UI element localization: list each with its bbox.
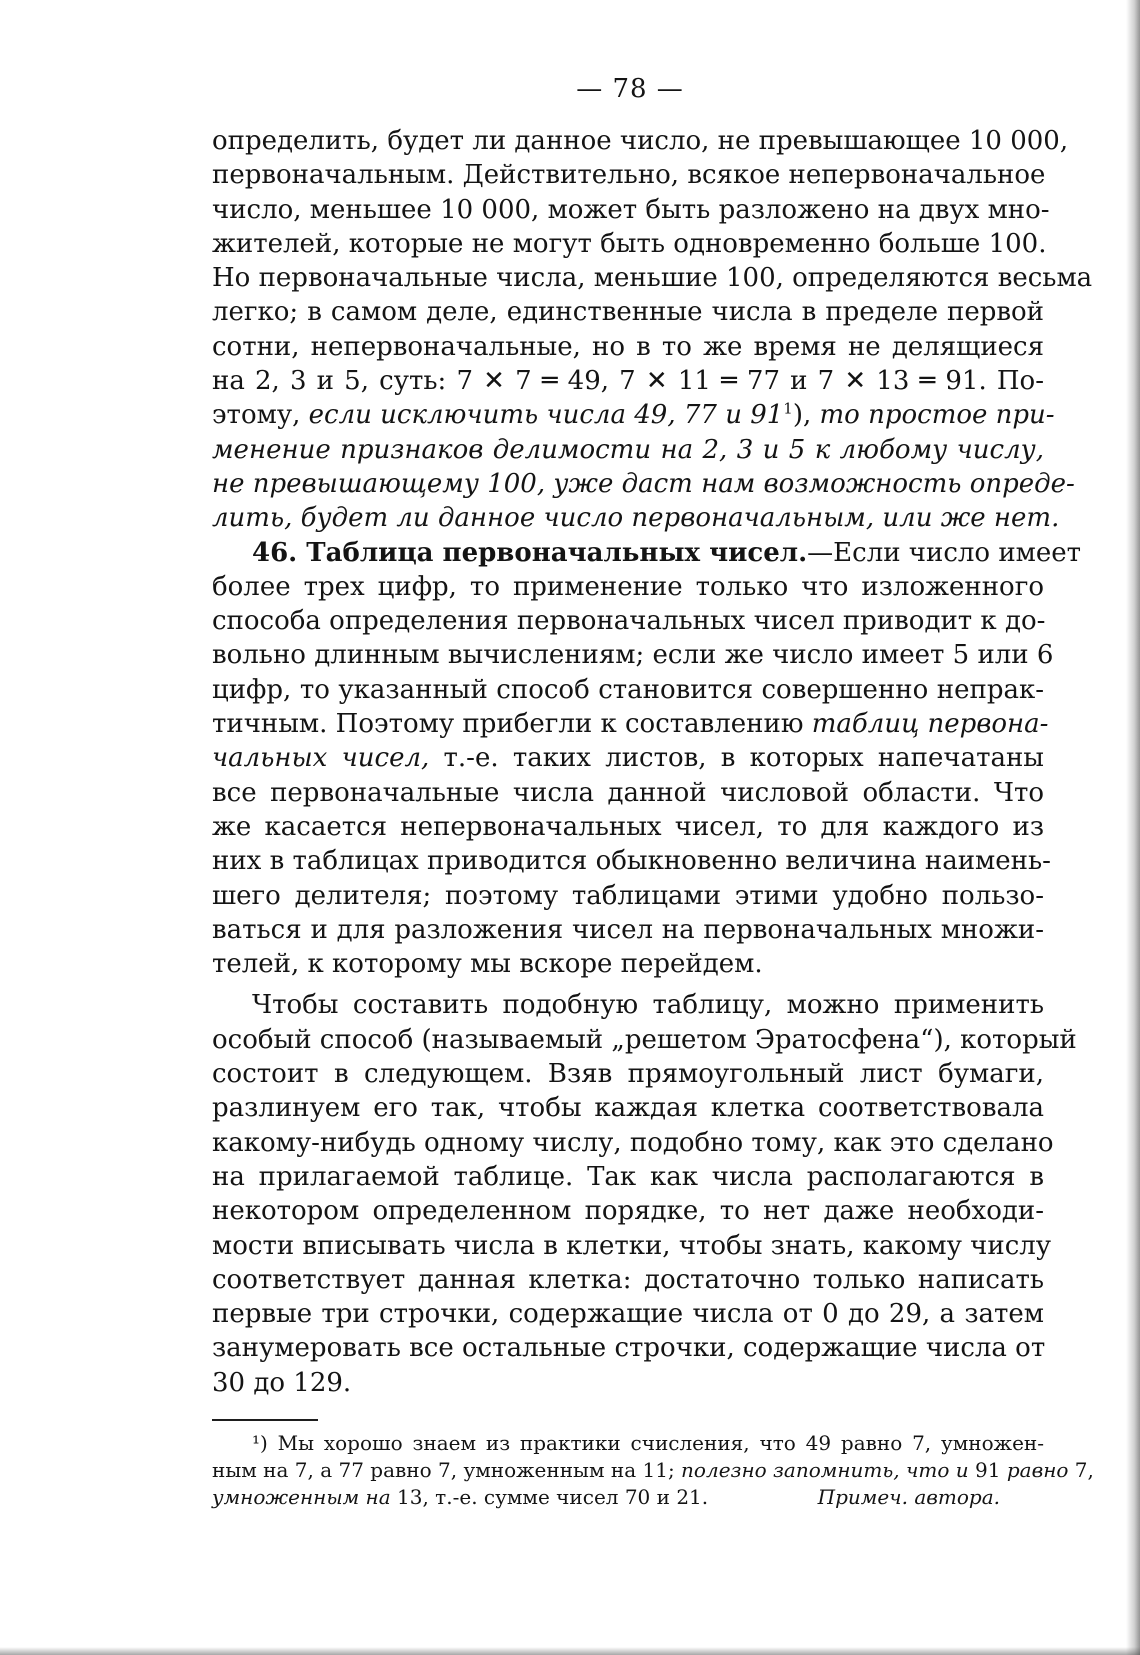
section-heading: 46. Таблица первоначальных чисел. — [252, 537, 808, 568]
text-line: сотни, непервоначальные, но в то же время не делящиеся — [212, 331, 1044, 362]
text-line: способа определения первоначальных чисел приводит к до- — [212, 606, 1046, 637]
footnote — [212, 1430, 1094, 1511]
scan-edge-right — [1126, 0, 1140, 1655]
text-line: 30 до 129. — [212, 1367, 352, 1398]
text-line: число, меньшее 10 000, может быть разложено на двух мно- — [212, 194, 1050, 225]
text-line: же касается непервоначальных чисел, то для каждого из — [212, 811, 1044, 842]
text-line: мости вписывать числа в клетки, чтобы знать, какому числу — [212, 1230, 1052, 1261]
text-span: 7, — [1068, 1458, 1094, 1482]
author-note: Примеч. автора. — [817, 1485, 1000, 1509]
text-line: легко; в самом деле, единственные числа в пределе первой — [212, 297, 1044, 328]
scan-edge-bottom — [0, 1647, 1140, 1655]
text-line: разлинуем его так, чтобы каждая клетка соответствовала — [212, 1093, 1044, 1124]
footnote-line — [212, 1484, 1044, 1511]
text-line — [212, 707, 1049, 741]
text-span: 13, т.-е. сумме чисел 70 и 21. — [390, 1485, 709, 1509]
text-span: т.-е. таких листов, в которых напечатаны — [429, 743, 1044, 774]
text-span: ), — [792, 400, 820, 431]
text-line: шего делителя; поэтому таблицами этими удобно пользо- — [212, 880, 1044, 911]
body-text — [212, 124, 1093, 1400]
text-line: на 2, 3 и 5, суть: 7 ✕ 7 ═ 49, 7 ✕ 11 ═ 77 и 7 ✕ 13 ═ 91. По- — [212, 366, 1044, 397]
italic-span: если исключить числа 49, 77 и 91 — [308, 400, 784, 431]
italic-span: таблиц первона- — [811, 709, 1049, 740]
text-line: определить, будет ли данное число, не превышающее 10 000, — [212, 126, 1069, 156]
text-line: цифр, то указанный способ становится совершенно непрак- — [212, 674, 1044, 705]
text-line: лить, будет ли данное число первоначальным, или же нет. — [212, 503, 1060, 534]
text-line: менение признаков делимости на 2, 3 и 5 к любому числу, — [212, 434, 1044, 465]
text-line: Чтобы составить подобную таблицу, можно применить — [252, 990, 1044, 1021]
page-number: — 78 — — [576, 74, 684, 104]
text-span: этому, — [212, 400, 309, 431]
italic-span: чальных чисел, — [212, 743, 430, 774]
text-line — [212, 741, 1044, 775]
text-line — [212, 398, 1055, 432]
text-line: особый способ (называемый „решетом Эратосфена“), который — [212, 1024, 1077, 1055]
text-line: ваться и для разложения чисел на первоначальных множи- — [212, 914, 1044, 945]
italic-span: умноженным на — [212, 1485, 391, 1509]
footnote-line: ¹) Мы хорошо знаем из практики счисления, что 49 равно 7, умножен- — [252, 1431, 1044, 1455]
italic-span: равно — [1006, 1458, 1069, 1482]
text-line: не превышающему 100, уже даст нам возможность опреде- — [212, 468, 1075, 499]
footnote-rule — [212, 1419, 318, 1421]
text-span: ным на 7, а 77 равно 7, умноженным на 11; — [212, 1458, 682, 1482]
footnote-line — [212, 1457, 1094, 1484]
text-line: соответствует данная клетка: достаточно только написать — [212, 1264, 1044, 1295]
text-line: какому-нибудь одному числу, подобно тому, как это сделано — [212, 1127, 1054, 1158]
text-line: занумеровать все остальные строчки, содержащие числа от — [212, 1333, 1046, 1364]
footnote-ref: 1 — [783, 399, 793, 418]
text-line: телей, к которому мы вскоре перейдем. — [212, 949, 763, 980]
italic-span: то простое при- — [819, 400, 1055, 431]
text-span: —Если число имеет — [807, 537, 1082, 568]
text-line: первые три строчки, содержащие числа от 0 до 29, а затем — [212, 1299, 1044, 1330]
text-line: некотором определенном порядке, то нет даже необходи- — [212, 1196, 1044, 1227]
text-line: Но первоначальные числа, меньшие 100, определяются весьма — [212, 263, 1093, 294]
italic-span: полезно запомнить, что и — [681, 1458, 969, 1482]
text-line: вольно длинным вычислениям; если же число имеет 5 или 6 — [212, 640, 1054, 671]
text-line: все первоначальные числа данной числовой области. Что — [212, 777, 1044, 808]
text-line: на прилагаемой таблице. Так как числа располагаются в — [212, 1161, 1044, 1192]
text-span: 91 — [968, 1458, 1007, 1482]
text-line: жителей, которые не могут быть одновременно больше 100. — [212, 228, 1047, 259]
text-line: более трех цифр, то применение только что изложенного — [212, 571, 1044, 602]
text-span: тичным. Поэтому прибегли к составлению — [212, 709, 812, 740]
section-heading-line — [212, 536, 1082, 570]
text-line: состоит в следующем. Взяв прямоугольный лист бумаги, — [212, 1059, 1044, 1090]
text-line: них в таблицах приводится обыкновенно величина наимень- — [212, 846, 1051, 877]
text-line: первоначальным. Действительно, всякое непервоначальное — [212, 160, 1046, 191]
